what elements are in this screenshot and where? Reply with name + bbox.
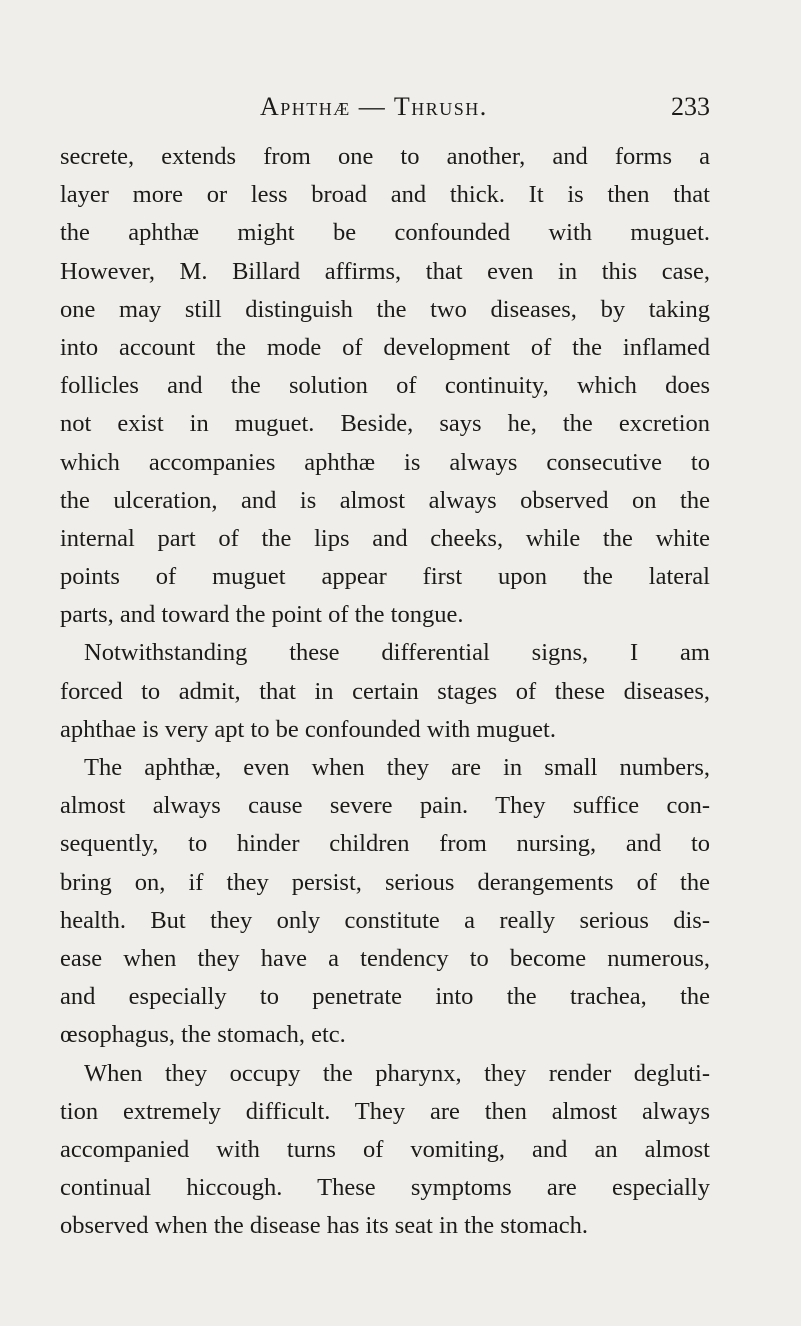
- text-line: When they occupy the pharynx, they render degluti-: [84, 1059, 710, 1087]
- text-line: into account the mode of development of the inflamed: [60, 333, 710, 361]
- page-header: [60, 92, 710, 128]
- text-line: the ulceration, and is almost always observed on the: [60, 486, 710, 514]
- page-number: 233: [671, 92, 710, 121]
- text-line: not exist in muguet. Beside, says he, the excretion: [60, 410, 710, 438]
- text-line: The aphthæ, even when they are in small numbers,: [84, 754, 710, 781]
- text-line: one may still distinguish the two diseases, by taking: [60, 295, 710, 323]
- text-line: secrete, extends from one to another, and forms a: [60, 143, 710, 170]
- text-line: health. But they only constitute a really serious dis-: [60, 906, 710, 934]
- text-line: which accompanies aphthæ is always consecutive to: [60, 448, 710, 476]
- text-line: However, M. Billard affirms, that even in this case,: [60, 257, 710, 285]
- text-line: accompanied with turns of vomiting, and an almost: [60, 1135, 710, 1163]
- running-head: Aphthæ — Thrush.: [260, 92, 488, 121]
- text-line: bring on, if they persist, serious derangements of the: [60, 868, 710, 896]
- text-line: aphthae is very apt to be confounded with muguet.: [60, 715, 556, 743]
- text-line: almost always cause severe pain. They suffice con-: [60, 792, 710, 820]
- text-line: forced to admit, that in certain stages of these diseases,: [60, 677, 710, 705]
- text-line: parts, and toward the point of the tongue.: [60, 601, 464, 629]
- text-line: follicles and the solution of continuity, which does: [60, 372, 710, 400]
- text-line: œsophagus, the stomach, etc.: [60, 1021, 346, 1049]
- body-text: [60, 138, 710, 1245]
- text-line: the aphthæ might be confounded with muguet.: [60, 219, 710, 247]
- text-line: observed when the disease has its seat in the stomach.: [60, 1212, 588, 1240]
- text-line: and especially to penetrate into the trachea, the: [60, 983, 710, 1011]
- text-line: Notwithstanding these differential signs, I am: [84, 639, 710, 667]
- text-line: sequently, to hinder children from nursing, and to: [60, 830, 710, 858]
- text-line: points of muguet appear first upon the lateral: [60, 563, 710, 591]
- text-line: ease when they have a tendency to become numerous,: [60, 944, 710, 972]
- text-line: tion extremely difficult. They are then almost always: [60, 1097, 710, 1125]
- text-line: internal part of the lips and cheeks, while the white: [60, 524, 710, 552]
- text-line: continual hiccough. These symptoms are especially: [60, 1174, 710, 1202]
- text-line: layer more or less broad and thick. It is then that: [60, 181, 710, 209]
